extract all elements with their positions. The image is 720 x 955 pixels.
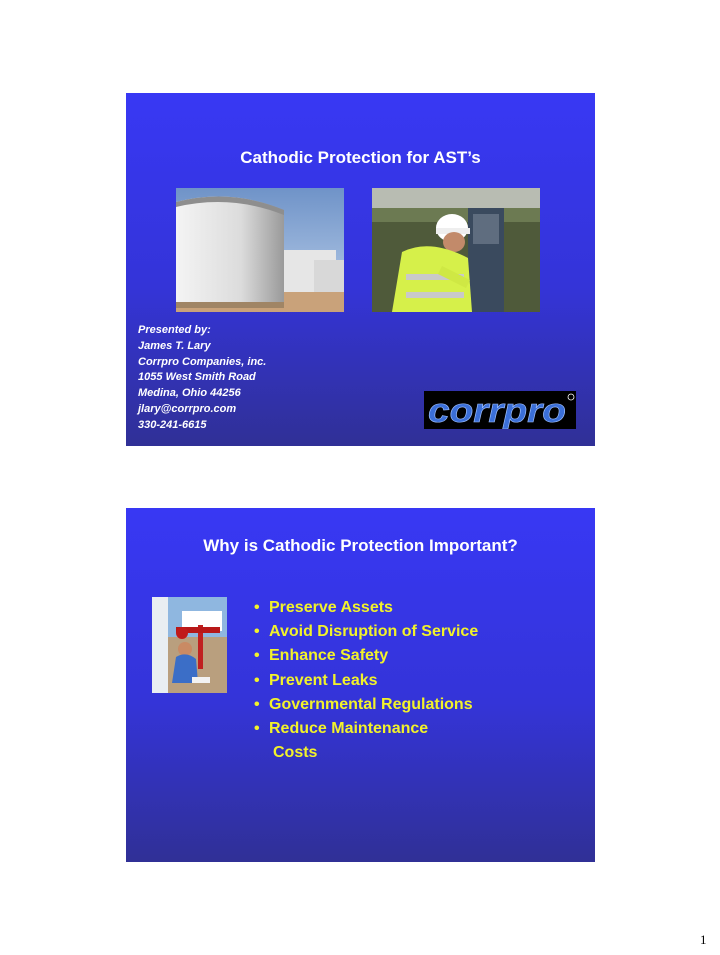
bullet-dot: • <box>254 623 260 641</box>
bullet-item <box>254 693 478 717</box>
bullet-item <box>254 669 478 693</box>
bullet-dot: • <box>254 647 260 665</box>
bullet-item <box>254 644 478 668</box>
bullet-text: Avoid Disruption of Service <box>269 623 479 641</box>
bullet-dot: • <box>254 695 260 713</box>
bullet-dot: • <box>254 671 260 689</box>
presenter-line: Medina, Ohio 44256 <box>138 387 241 400</box>
presenter-info <box>138 323 266 434</box>
logo-wordmark: corrpro <box>428 392 566 429</box>
corrpro-logo <box>424 391 576 429</box>
slide-2 <box>126 508 595 862</box>
bullet-text: Preserve Assets <box>269 599 393 616</box>
slide-1 <box>126 93 595 446</box>
field-worker-photo <box>372 188 540 312</box>
bullet-text: Governmental Regulations <box>269 695 473 713</box>
bullet-item <box>254 620 478 644</box>
slide-2-title: Why is Cathodic Protection Important? <box>203 536 518 555</box>
presenter-line: jlary@corrpro.com <box>138 402 237 415</box>
bullet-continuation: Costs <box>273 744 318 762</box>
bullet-item <box>254 596 478 620</box>
technician-photo <box>152 597 227 693</box>
presenter-line: James T. Lary <box>138 339 211 352</box>
presenter-line: Corrpro Companies, inc. <box>138 355 267 368</box>
bullet-item <box>254 717 478 741</box>
slide-1-title: Cathodic Protection for AST’s <box>240 148 481 167</box>
bullet-text: Enhance Safety <box>269 647 389 665</box>
presenter-line: Presented by: <box>138 324 211 336</box>
bullet-text: Prevent Leaks <box>269 671 378 689</box>
bullet-text: Reduce Maintenance <box>269 720 429 738</box>
bullet-dot: • <box>254 720 260 738</box>
presenter-line: 1055 West Smith Road <box>138 371 256 384</box>
importance-bullet-list <box>254 596 478 765</box>
storage-tank-photo <box>176 188 344 312</box>
presenter-line: 330-241-6615 <box>138 418 207 431</box>
bullet-dot: • <box>254 599 260 616</box>
page-number: 1 <box>700 932 707 947</box>
